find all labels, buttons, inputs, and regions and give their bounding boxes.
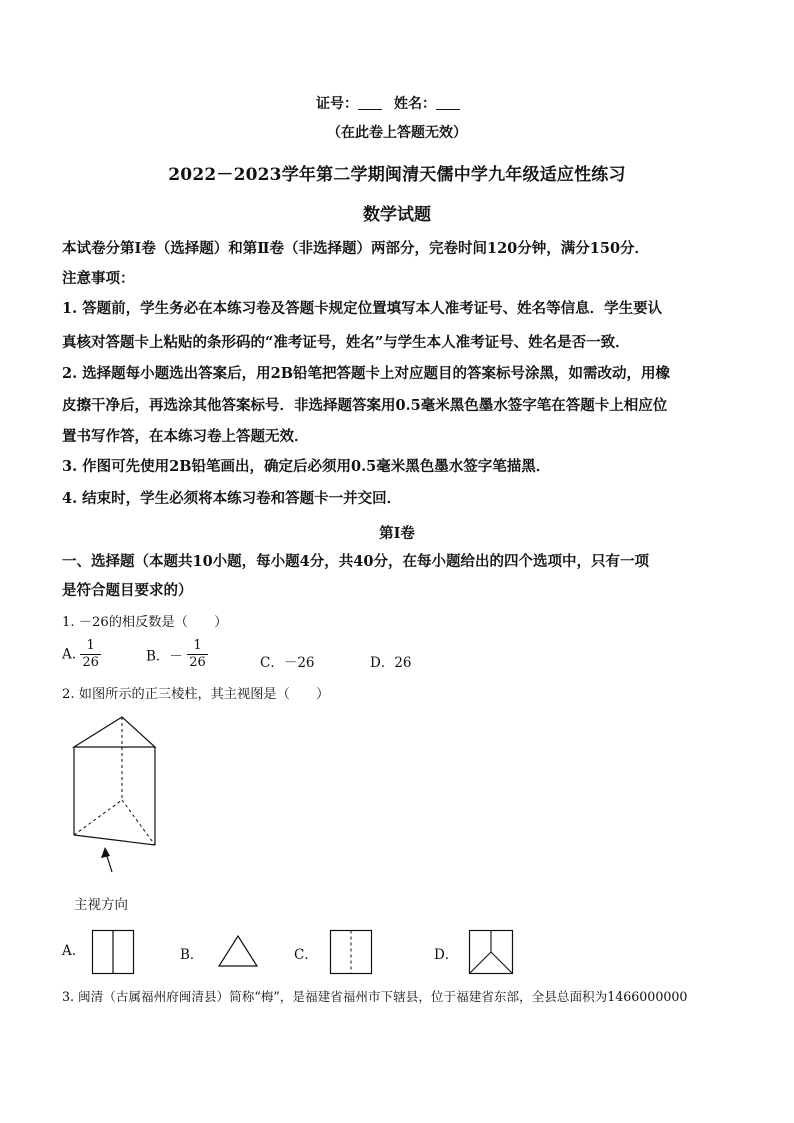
q1-option-a[interactable] bbox=[62, 638, 101, 671]
exam-subtitle: 数学试题 bbox=[363, 205, 431, 225]
name-blank[interactable] bbox=[436, 109, 460, 110]
q3-stem: 3. 闽清（古属福州府闽清县）简称“梅”，是福建省福州市下辖县，位于福建省东部，全县总面积为1466000000 bbox=[62, 989, 688, 1004]
note-1a: 1. 答题前，学生务必在本练习卷及答题卡规定位置填写本人准考证号、姓名等信息．学生要认 bbox=[62, 300, 663, 317]
q2-option-b-label[interactable]: B． bbox=[180, 947, 204, 963]
q2-option-a-label[interactable]: A. bbox=[62, 943, 77, 959]
invalid-note: （在此卷上答题无效） bbox=[327, 125, 467, 141]
q2-option-c-label[interactable]: C． bbox=[294, 947, 318, 963]
q2-option-d-label[interactable]: D． bbox=[434, 947, 459, 963]
part1-heading-a: 一、选择题（本题共10小题，每小题4分，共40分，在每小题给出的四个选项中，只有一项 bbox=[62, 553, 649, 570]
intro-line: 本试卷分第Ⅰ卷（选择题）和第Ⅱ卷（非选择题）两部分，完卷时间120分钟，满分150分． bbox=[62, 240, 650, 257]
note-2a: 2. 选择题每小题选出答案后，用2B铅笔把答题卡上对应题目的答案标号涂黑，如需改动，用橡 bbox=[62, 365, 671, 382]
note-4: 4. 结束时，学生必须将本练习卷和答题卡一并交回． bbox=[62, 490, 402, 507]
notes-heading: 注意事项： bbox=[62, 270, 135, 287]
note-2b: 皮擦干净后，再选涂其他答案标号．非选择题答案用0.5毫米黑色墨水签字笔在答题卡上相应位 bbox=[62, 397, 668, 414]
note-1b: 真核对答题卡上粘贴的条形码的“准考证号，姓名”与学生本人准考证号、姓名是否一致． bbox=[62, 334, 630, 351]
candidate-info bbox=[316, 93, 460, 113]
id-blank[interactable] bbox=[358, 109, 382, 110]
note-3: 3. 作图可先使用2B铅笔画出，确定后必须用0.5毫米黑色墨水签字笔描黑． bbox=[62, 458, 551, 475]
prism-figure bbox=[60, 710, 170, 875]
q2-stem: 2. 如图所示的正三棱柱，其主视图是（ ） bbox=[62, 687, 330, 702]
q1-option-b-fraction: $\frac{1}{26}$ bbox=[189, 638, 206, 670]
q1-option-b-label: B．－ bbox=[146, 648, 183, 665]
q2-option-d-figure[interactable] bbox=[467, 928, 515, 976]
note-2c: 置书写作答，在本练习卷上答题无效． bbox=[62, 428, 309, 445]
volume-title: 第Ⅰ卷 bbox=[379, 525, 415, 542]
part1-heading-b: 是符合题目要求的） bbox=[62, 582, 193, 599]
name-label: 姓名： bbox=[394, 96, 436, 112]
q1-option-a-label: A. bbox=[62, 646, 77, 663]
q1-option-a-fraction: $\frac{1}{26}$ bbox=[82, 638, 99, 670]
q1-option-d[interactable]: D．26 bbox=[370, 655, 412, 671]
q2-option-a-figure[interactable] bbox=[90, 928, 136, 976]
q2-option-c-figure[interactable] bbox=[328, 928, 374, 976]
view-direction-label: 主视方向 bbox=[74, 897, 128, 913]
q1-option-c[interactable]: C．－26 bbox=[260, 655, 315, 671]
q2-option-b-figure[interactable] bbox=[216, 933, 260, 969]
exam-title: 2022－2023学年第二学期闽清天儒中学九年级适应性练习 bbox=[168, 165, 626, 185]
q1-option-b[interactable] bbox=[146, 638, 208, 671]
id-label: 证号： bbox=[316, 96, 358, 112]
q1-stem: 1. －26的相反数是（ ） bbox=[62, 615, 228, 630]
